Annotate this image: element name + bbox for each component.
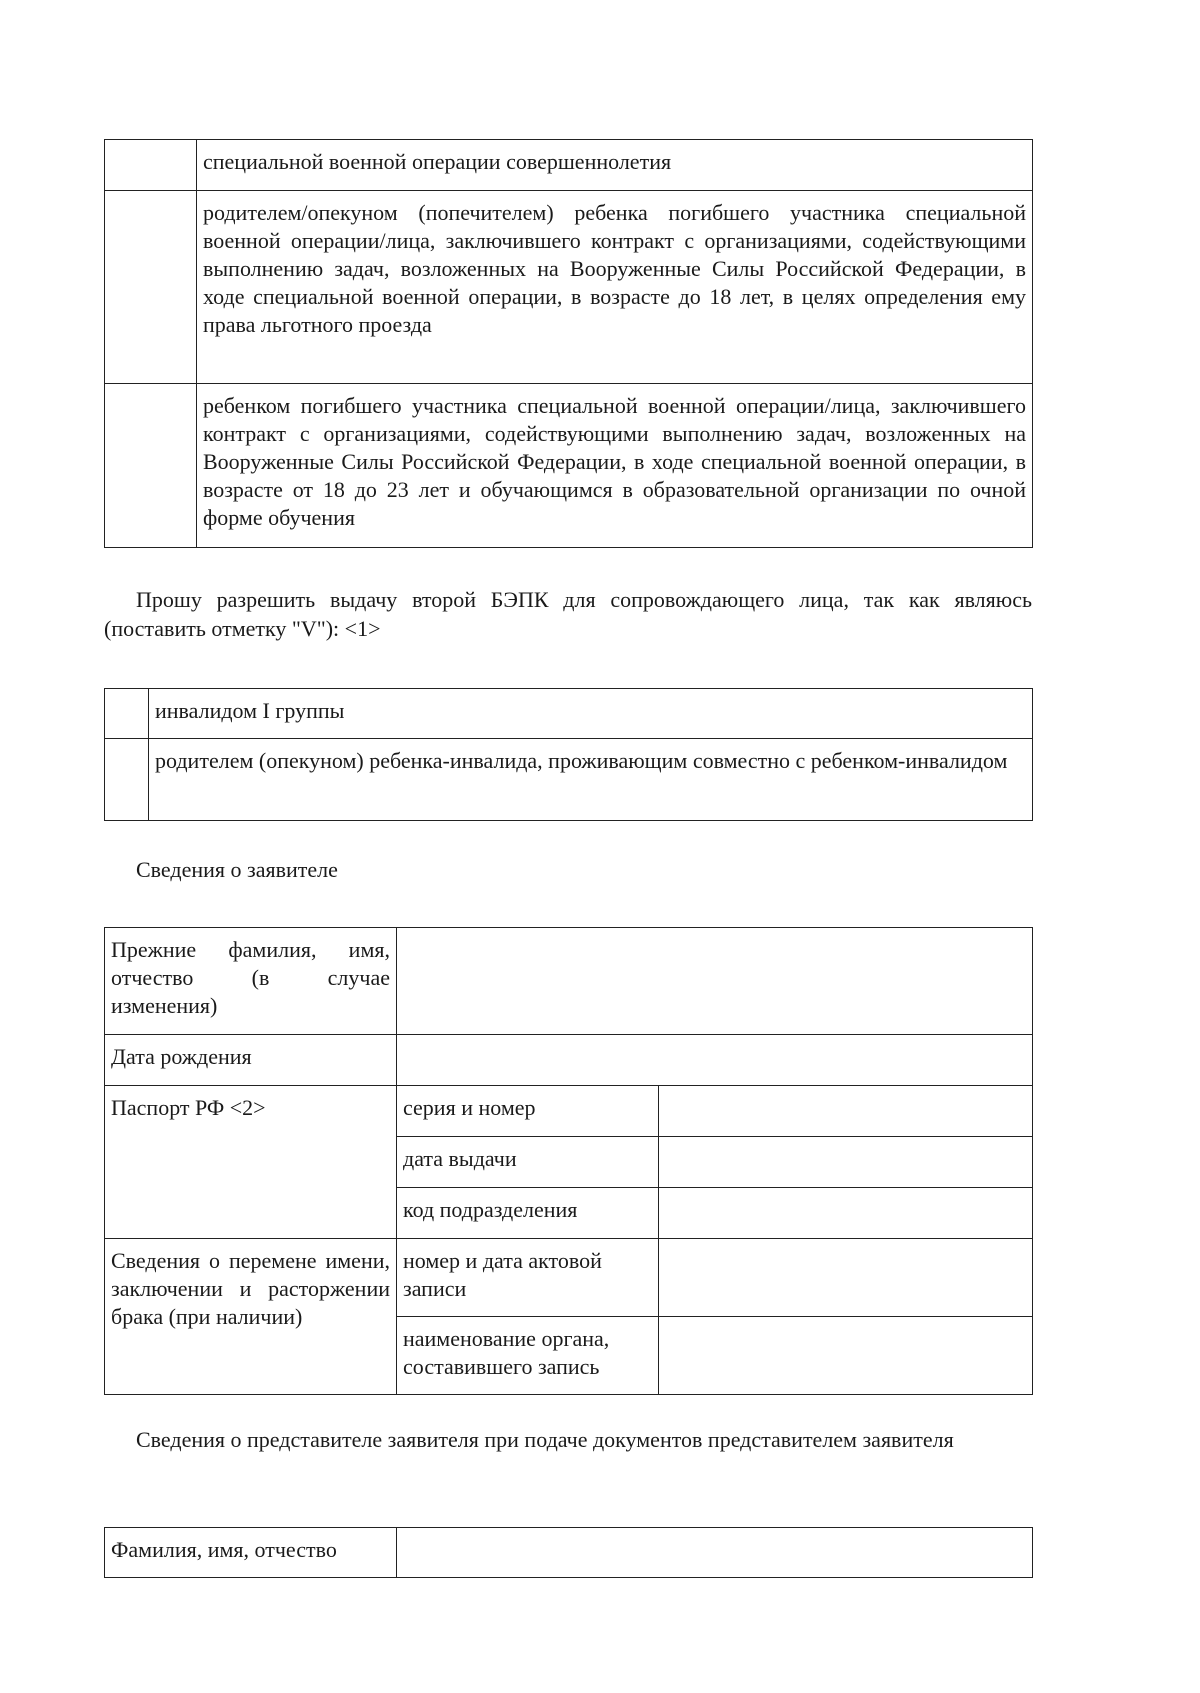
companion-card-table (104, 688, 1033, 821)
record-number-field[interactable] (659, 1239, 1033, 1317)
benefit-option-text: родителем/опекуном (попечителем) ребенка погибшего участника специальной военной операции/лица, заключившего контракт с организациями, содействующими выполнению задач, возложенных на Вооруженные Силы Российской Федерации, в ходе специальной военной операции, в возрасте до 18 лет, в целях определения ему права льготного проезда (203, 200, 1026, 337)
birth-date-field[interactable] (397, 1035, 1033, 1086)
benefit-category-table (104, 139, 1033, 548)
representative-name-label: Фамилия, имя, отчество (111, 1537, 337, 1562)
table-row (105, 1239, 1033, 1317)
department-code-label: код подразделения (403, 1197, 578, 1222)
companion-option-text: инвалидом I группы (155, 698, 345, 723)
table-row (105, 739, 1033, 821)
checkbox-cell[interactable] (105, 739, 149, 821)
passport-issue-date-label: дата выдачи (403, 1146, 517, 1171)
checkbox-cell[interactable] (105, 689, 149, 739)
passport-issue-date-field[interactable] (659, 1137, 1033, 1188)
benefit-option-text: ребенком погибшего участника специальной военной операции/лица, заключившего контракт с организациями, содействующими выполнению задач, возложенных на Вооруженные Силы Российской Федерации, в ходе специальной военной операции, в возрасте от 18 до 23 лет и обучающимся в образовательной организации по очной форме обучения (203, 393, 1026, 530)
benefit-option-text: специальной военной операции совершеннолетия (203, 149, 672, 174)
table-row (105, 689, 1033, 739)
issuing-authority-field[interactable] (659, 1317, 1033, 1395)
request-paragraph: Прошу разрешить выдачу второй БЭПК для сопровождающего лица, так как являюсь (поставить отметку "V"): <1> (104, 587, 1032, 641)
table-row (105, 1086, 1033, 1137)
passport-series-label: серия и номер (403, 1095, 536, 1120)
issuing-authority-label: наименование органа, составившего запись (403, 1326, 610, 1379)
applicant-section-heading: Сведения о заявителе (136, 857, 338, 882)
table-row (105, 384, 1033, 548)
passport-label: Паспорт РФ <2> (111, 1095, 266, 1120)
applicant-info-table (104, 927, 1033, 1395)
birth-date-label: Дата рождения (111, 1044, 252, 1069)
representative-info-table (104, 1527, 1033, 1578)
previous-name-label: Прежние фамилия, имя, отчество (в случае изменения) (111, 937, 390, 1018)
passport-series-field[interactable] (659, 1086, 1033, 1137)
table-row (105, 140, 1033, 191)
previous-name-field[interactable] (397, 928, 1033, 1035)
name-change-label: Сведения о перемене имени, заключении и расторжении брака (при наличии) (111, 1248, 390, 1329)
checkbox-cell[interactable] (105, 384, 197, 548)
table-row (105, 928, 1033, 1035)
representative-name-field[interactable] (397, 1528, 1033, 1578)
record-number-label: номер и дата актовой записи (403, 1248, 602, 1301)
checkbox-cell[interactable] (105, 191, 197, 384)
representative-section-heading: Сведения о представителе заявителя при подаче документов представителем заявителя (136, 1427, 954, 1452)
table-row (105, 1035, 1033, 1086)
checkbox-cell[interactable] (105, 140, 197, 191)
department-code-field[interactable] (659, 1188, 1033, 1239)
table-row (105, 191, 1033, 384)
companion-option-text: родителем (опекуном) ребенка-инвалида, проживающим совместно с ребенком-инвалидом (155, 748, 1008, 773)
table-row (105, 1528, 1033, 1578)
